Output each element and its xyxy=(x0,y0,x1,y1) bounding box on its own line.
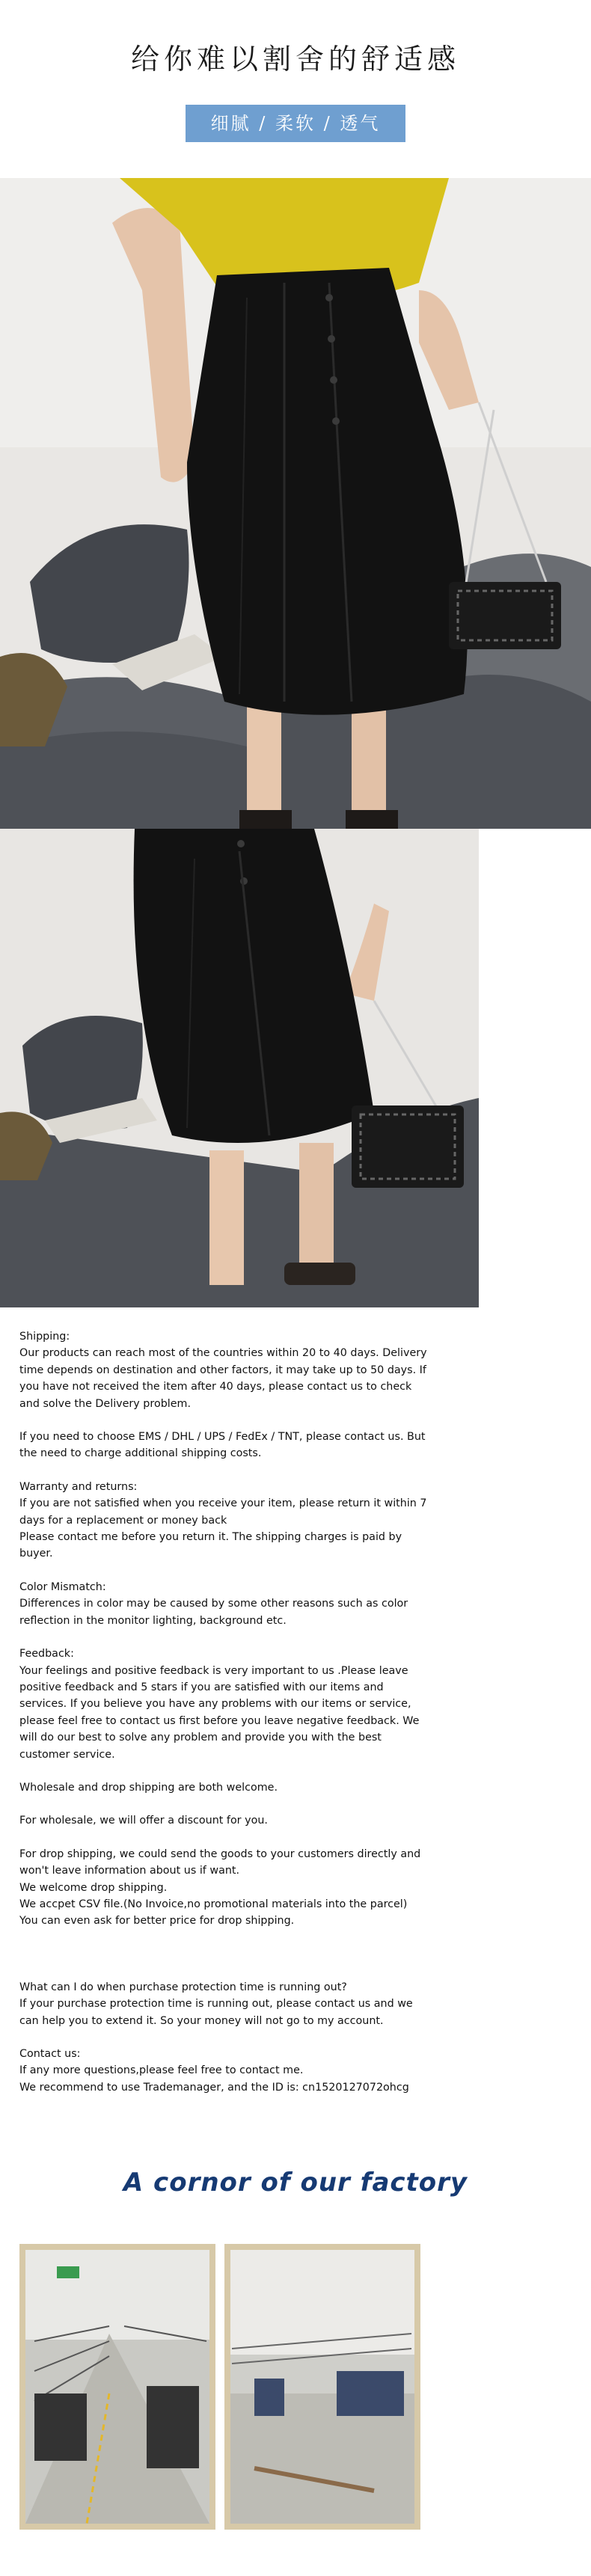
paragraph: If you are not satisfied when you receive your item, please return it within 7 days for a replacement or money back xyxy=(19,1497,427,1527)
paragraph: Please contact me before you return it. The shipping charges is paid by buyer. xyxy=(19,1531,402,1560)
spacer xyxy=(19,1629,432,1646)
spacer xyxy=(19,2029,432,2046)
paragraph: Our products can reach most of the countries within 20 to 40 days. Delivery time depends on destination and other factors, it may take up to 50 days. If you have not received the item after 40 days, please contact us to check and solve the Delivery problem. xyxy=(19,1347,427,1410)
spacer xyxy=(19,1946,432,1963)
section-heading-shipping: Shipping: xyxy=(19,1331,70,1343)
header-title: 给你难以割舍的舒适感 xyxy=(130,43,460,76)
tagline-banner: 细腻 / 柔软 / 透气 xyxy=(186,105,405,142)
spacer xyxy=(19,1412,432,1429)
paragraph: If any more questions,please feel free to contact me. xyxy=(19,2064,304,2077)
paragraph: Wholesale and drop shipping are both welcome. xyxy=(19,1781,278,1794)
section-heading-color: Color Mismatch: xyxy=(19,1580,106,1593)
section-heading-contact: Contact us: xyxy=(19,2048,81,2060)
paragraph: For wholesale, we will offer a discount for you. xyxy=(19,1815,268,1827)
paragraph: Your feelings and positive feedback is very important to us .Please leave positive feedback and 5 stars if you are satisfied with our items and services. If you believe you have any problems with our items or service, please feel free to contact us first before you leave negative feedback. We will do our best to solve any problem and provide you with the best customer service. xyxy=(19,1664,420,1761)
spacer xyxy=(19,1763,432,1779)
factory-heading: A cornor of our factory xyxy=(123,2168,468,2198)
spacer xyxy=(19,1796,432,1812)
paragraph: If your purchase protection time is running out, please contact us and we can help you to extend it. So your money will not go to my account. xyxy=(19,1998,413,2027)
paragraph: What can I do when purchase protection time is running out? xyxy=(19,1981,347,1993)
paragraph: If you need to choose EMS / DHL / UPS / FedEx / TNT, please contact us. But the need to charge additional shipping costs. xyxy=(19,1431,426,1460)
factory-photo-left xyxy=(19,2244,215,2530)
spacer xyxy=(19,1563,432,1579)
section-heading-warranty: Warranty and returns: xyxy=(19,1480,138,1493)
paragraph: We recommend to use Trademanager, and the ID is: cn1520127072ohcg xyxy=(19,2081,409,2094)
spacer xyxy=(19,1830,432,1846)
product-photo-detail xyxy=(0,829,479,1307)
factory-photo-right xyxy=(224,2244,420,2530)
paragraph: For drop shipping, we could send the goods to your customers directly and won't leave information about us if want. xyxy=(19,1847,421,1877)
section-heading-feedback: Feedback: xyxy=(19,1648,74,1660)
paragraph: Differences in color may be caused by some other reasons such as color reflection in the monitor lighting, background etc. xyxy=(19,1598,408,1627)
product-photo-full xyxy=(0,178,591,829)
store-policy-text xyxy=(19,1328,432,2096)
paragraph: You can even ask for better price for drop shipping. xyxy=(19,1915,295,1928)
spacer xyxy=(19,1462,432,1479)
spacer xyxy=(19,1930,432,1946)
paragraph: We accpet CSV file.(No Invoice,no promotional materials into the parcel) xyxy=(19,1898,408,1910)
paragraph: We welcome drop shipping. xyxy=(19,1881,168,1894)
spacer xyxy=(19,1963,432,1979)
